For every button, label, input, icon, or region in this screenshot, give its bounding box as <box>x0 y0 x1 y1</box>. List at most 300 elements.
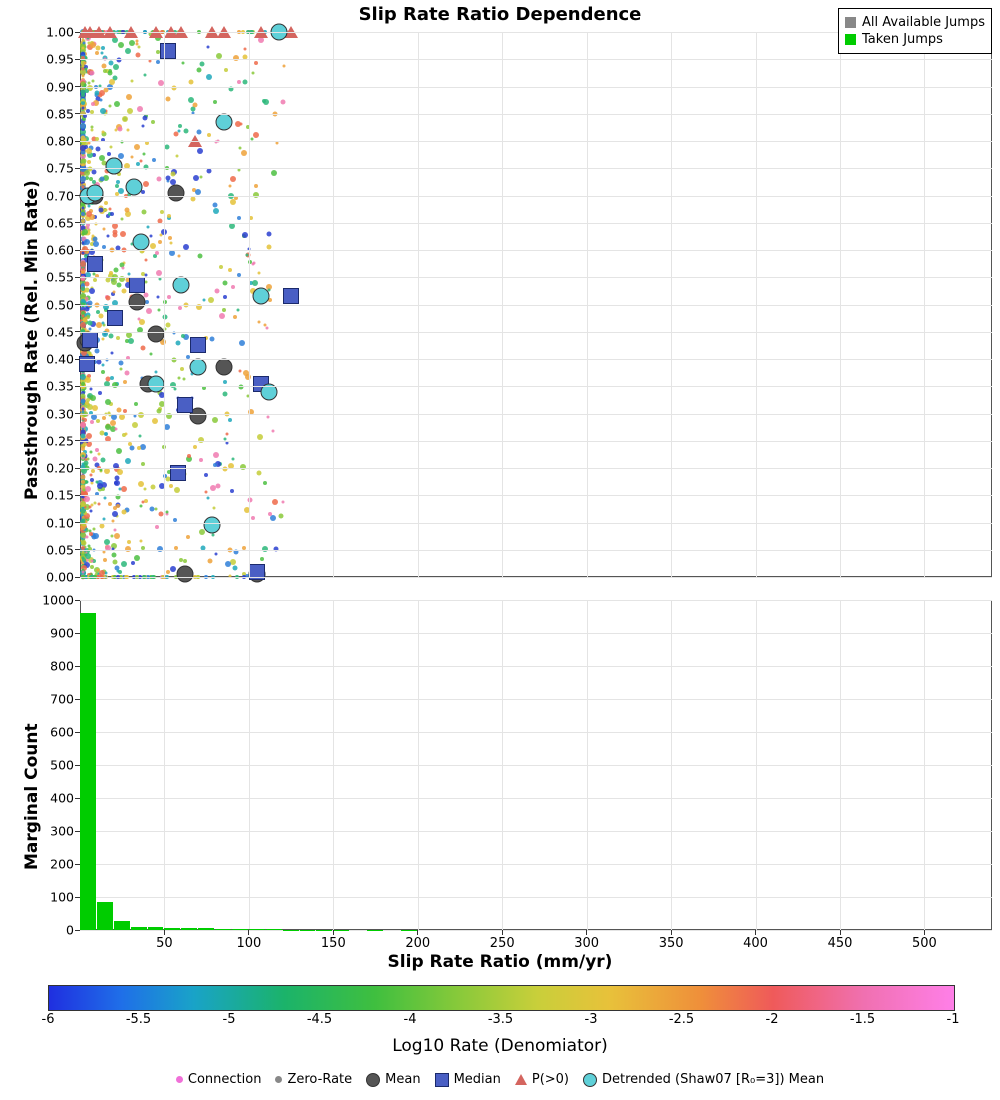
detrended-mean-marker <box>132 233 149 250</box>
tick-mark <box>586 930 587 935</box>
legend-label: Taken Jumps <box>862 32 943 47</box>
connection-point <box>81 418 84 421</box>
connection-point <box>193 175 199 181</box>
legend-item <box>845 32 985 47</box>
tick-mark <box>755 930 756 935</box>
connection-point <box>101 63 106 68</box>
tick-mark <box>75 633 80 634</box>
connection-point <box>142 209 147 214</box>
connection-point <box>138 435 141 438</box>
connection-point <box>102 517 105 520</box>
gridline <box>80 223 992 224</box>
connection-point <box>83 442 87 446</box>
connection-point <box>140 540 143 543</box>
tick-mark <box>75 798 80 799</box>
gridline <box>80 141 992 142</box>
connection-point <box>140 504 143 507</box>
connection-point <box>126 94 132 100</box>
dot-icon <box>176 1076 183 1083</box>
connection-point <box>229 223 235 229</box>
detrended-mean-marker <box>87 184 104 201</box>
median-marker <box>129 277 145 293</box>
connection-point <box>89 451 92 454</box>
tick-mark <box>248 930 249 935</box>
connection-point <box>143 181 149 187</box>
connection-point <box>131 80 134 83</box>
x-tick-label: 300 <box>574 936 600 951</box>
connection-point <box>82 571 85 574</box>
connection-point <box>102 337 105 340</box>
connection-point <box>280 99 285 104</box>
connection-point <box>140 444 146 450</box>
tick-mark <box>75 897 80 898</box>
connection-point <box>182 378 185 381</box>
x-tick-label: 400 <box>743 936 768 951</box>
histogram-bar <box>249 929 265 930</box>
connection-point <box>81 287 85 291</box>
connection-point <box>102 322 105 325</box>
connection-point <box>91 235 94 238</box>
connection-point <box>81 46 84 49</box>
gridline <box>80 277 992 278</box>
connection-point <box>228 418 232 422</box>
connection-point <box>216 53 222 59</box>
histogram-y-tick-label: 400 <box>50 790 74 806</box>
connection-point <box>155 508 158 511</box>
connection-point <box>123 409 127 413</box>
connection-point <box>93 502 96 505</box>
gridline <box>80 633 992 634</box>
connection-point <box>90 509 93 512</box>
connection-point <box>99 99 102 102</box>
connection-point <box>178 376 181 379</box>
connection-point <box>105 209 108 212</box>
connection-point <box>97 452 100 455</box>
connection-point <box>122 509 127 514</box>
connection-point <box>90 565 94 569</box>
connection-point <box>149 353 152 356</box>
connection-point <box>102 416 106 420</box>
connection-point <box>101 370 105 374</box>
x-tick-label: 100 <box>236 936 262 951</box>
connection-point <box>87 204 90 207</box>
bottom-legend <box>0 1072 1000 1087</box>
connection-point <box>119 487 122 490</box>
connection-point <box>118 361 123 366</box>
connection-point <box>174 487 180 493</box>
connection-point <box>158 308 161 311</box>
connection-point <box>115 427 118 430</box>
connection-point <box>181 62 184 65</box>
connection-point <box>271 429 274 432</box>
connection-point <box>152 158 156 162</box>
connection-point <box>224 68 228 72</box>
connection-point <box>82 454 85 457</box>
connection-point <box>99 523 104 528</box>
connection-point <box>204 473 208 477</box>
legend-item <box>366 1072 420 1087</box>
connection-point <box>93 273 96 276</box>
connection-point <box>131 561 135 565</box>
connection-point <box>230 199 236 205</box>
connection-point <box>110 351 113 354</box>
connection-point <box>107 234 110 237</box>
connection-point <box>114 533 120 539</box>
connection-point <box>134 402 138 406</box>
connection-point <box>114 268 119 273</box>
connection-point <box>116 504 120 508</box>
connection-point <box>226 433 229 436</box>
connection-point <box>121 486 127 492</box>
histogram-bar <box>181 928 197 930</box>
connection-point <box>238 146 241 149</box>
colorbar-tick-label: -3 <box>584 1012 598 1027</box>
connection-point <box>165 97 170 102</box>
connection-point <box>95 448 99 452</box>
connection-point <box>132 422 138 428</box>
scatter-y-tick-label: 1.00 <box>46 24 74 40</box>
connection-point <box>267 244 272 249</box>
tick-mark <box>75 600 80 601</box>
connection-point <box>231 285 235 289</box>
connection-point <box>95 348 100 353</box>
connection-point <box>178 130 181 133</box>
connection-point <box>241 150 247 156</box>
histogram-y-tick-label: 700 <box>50 691 74 707</box>
connection-point <box>206 74 212 80</box>
legend-item <box>176 1072 262 1087</box>
connection-point <box>87 321 92 326</box>
connection-point <box>178 124 182 128</box>
connection-point <box>90 42 96 48</box>
connection-point <box>170 241 173 244</box>
connection-point <box>169 484 173 488</box>
connection-point <box>80 135 85 140</box>
connection-point <box>109 333 114 338</box>
connection-point <box>116 448 122 454</box>
connection-point <box>212 203 217 208</box>
connection-point <box>109 79 115 85</box>
connection-point <box>253 132 259 138</box>
connection-point <box>136 162 140 166</box>
histogram-y-tick-label: 800 <box>50 658 74 674</box>
connection-point <box>108 502 112 506</box>
scatter-y-tick-label: 0.90 <box>46 79 74 94</box>
colorbar-tick-label: -4.5 <box>306 1012 333 1027</box>
connection-point <box>188 79 193 84</box>
connection-point <box>92 457 97 462</box>
connection-point <box>134 414 137 417</box>
scatter-y-tick-label: 0.00 <box>46 569 74 585</box>
scatter-y-tick-label: 0.50 <box>46 297 74 312</box>
connection-point <box>150 485 155 490</box>
connection-point <box>95 147 100 152</box>
connection-point <box>145 258 148 261</box>
connection-point <box>117 469 123 475</box>
histogram-y-tick-label: 100 <box>50 889 74 905</box>
connection-point <box>243 47 246 50</box>
connection-point <box>93 278 97 282</box>
connection-point <box>87 545 90 548</box>
connection-point <box>96 480 99 483</box>
connection-point <box>96 359 101 364</box>
connection-point <box>125 371 130 376</box>
connection-point <box>113 64 119 70</box>
connection-point <box>180 367 184 371</box>
connection-point <box>166 175 171 180</box>
gridline <box>80 523 992 524</box>
connection-point <box>165 510 168 513</box>
connection-point <box>137 446 141 450</box>
legend-label: Mean <box>385 1072 421 1087</box>
mean-marker <box>215 359 232 376</box>
connection-point <box>233 315 237 319</box>
connection-point <box>205 490 208 493</box>
connection-point <box>228 185 231 188</box>
tick-mark <box>75 831 80 832</box>
triangle-icon <box>515 1074 527 1085</box>
connection-point <box>263 481 267 485</box>
scatter-y-axis-label: Passthrough Rate (Rel. Min Rate) <box>22 180 42 500</box>
connection-point <box>223 281 228 286</box>
connection-point <box>101 46 105 50</box>
connection-point <box>139 319 145 325</box>
tick-mark <box>502 930 503 935</box>
connection-point <box>257 272 260 275</box>
histogram-bar <box>131 927 147 930</box>
connection-point <box>242 232 248 238</box>
connection-point <box>230 489 234 493</box>
connection-point <box>128 442 132 446</box>
gridline <box>80 414 992 415</box>
connection-point <box>155 251 159 255</box>
median-marker <box>177 397 193 413</box>
connection-point <box>213 452 219 458</box>
connection-point <box>142 500 145 503</box>
connection-point <box>141 125 144 128</box>
connection-point <box>97 502 100 505</box>
connection-point <box>81 480 85 484</box>
scatter-y-tick-label: 0.30 <box>46 406 74 421</box>
tick-mark <box>164 930 165 935</box>
connection-point <box>119 414 125 420</box>
connection-point <box>225 561 231 567</box>
connection-point <box>139 159 142 162</box>
connection-point <box>81 99 84 102</box>
connection-point <box>91 129 94 132</box>
connection-point <box>81 206 84 209</box>
scatter-y-tick-label: 0.40 <box>46 351 74 367</box>
connection-point <box>155 525 159 529</box>
detrended-mean-marker <box>126 179 143 196</box>
connection-point <box>232 566 237 571</box>
connection-point <box>100 52 103 55</box>
connection-point <box>92 405 98 411</box>
connection-point <box>265 327 268 330</box>
connection-point <box>81 212 85 216</box>
x-tick-label: 150 <box>320 936 346 951</box>
connection-point <box>111 553 116 558</box>
legend-swatch <box>845 34 856 45</box>
median-marker <box>190 337 206 353</box>
detrended-mean-marker <box>190 359 207 376</box>
connection-point <box>98 391 102 395</box>
connection-point <box>105 424 111 430</box>
connection-point <box>107 71 112 76</box>
connection-point <box>91 469 95 473</box>
connection-point <box>91 560 94 563</box>
connection-point <box>238 169 241 172</box>
connection-point <box>103 558 107 562</box>
mean-marker <box>129 293 146 310</box>
connection-point <box>86 535 89 538</box>
histogram-bar <box>215 929 231 930</box>
connection-point <box>254 184 258 188</box>
connection-point <box>138 481 144 487</box>
connection-point <box>101 131 104 134</box>
connection-point <box>81 394 86 399</box>
connection-point <box>114 101 120 107</box>
colorbar-tick-label: -2.5 <box>668 1012 695 1027</box>
connection-point <box>210 485 216 491</box>
connection-point <box>104 539 110 545</box>
legend-item <box>583 1072 824 1087</box>
histogram-y-tick-label: 1000 <box>42 592 74 608</box>
connection-point <box>95 137 99 141</box>
connection-point <box>262 99 266 103</box>
connection-point <box>173 387 176 390</box>
connection-point <box>212 534 215 537</box>
connection-point <box>95 46 100 51</box>
connection-point <box>137 45 140 48</box>
connection-point <box>90 71 95 76</box>
connection-point <box>216 484 221 489</box>
connection-point <box>83 114 87 118</box>
connection-point <box>170 172 175 177</box>
connection-point <box>93 241 99 247</box>
connection-point <box>207 133 211 137</box>
connection-point <box>81 374 84 377</box>
scatter-y-tick-label: 0.35 <box>46 378 74 394</box>
scatter-y-tick-label: 0.95 <box>46 51 74 67</box>
connection-point <box>91 102 95 106</box>
circle-icon <box>366 1073 380 1087</box>
connection-point <box>80 422 86 428</box>
legend-item <box>435 1072 501 1087</box>
connection-point <box>203 299 206 302</box>
median-marker <box>82 332 98 348</box>
connection-point <box>80 433 85 438</box>
connection-point <box>209 337 214 342</box>
connection-point <box>235 121 241 127</box>
connection-point <box>86 148 92 154</box>
connection-point <box>197 129 202 134</box>
connection-point <box>86 109 90 113</box>
connection-point <box>283 65 286 68</box>
connection-point <box>95 51 99 55</box>
connection-point <box>118 127 123 132</box>
connection-point <box>239 369 242 372</box>
connection-point <box>122 116 128 122</box>
median-marker <box>87 256 103 272</box>
connection-point <box>150 243 156 249</box>
connection-point <box>112 511 118 517</box>
connection-point <box>252 262 255 265</box>
scatter-y-tick-label: 0.25 <box>46 433 74 449</box>
connection-point <box>116 336 120 340</box>
tick-mark <box>333 930 334 935</box>
detrended-mean-marker <box>105 157 122 174</box>
connection-point <box>87 82 90 85</box>
gridline <box>80 305 992 306</box>
connection-point <box>119 367 122 370</box>
connection-point <box>191 196 196 201</box>
scatter-y-tick-label: 0.75 <box>46 160 74 176</box>
connection-point <box>215 288 220 293</box>
connection-point <box>102 551 105 554</box>
connection-point <box>272 499 278 505</box>
connection-point <box>85 89 89 93</box>
connection-point <box>152 418 158 424</box>
legend-item <box>845 15 985 30</box>
connection-point <box>125 458 131 464</box>
connection-point <box>81 267 84 270</box>
connection-point <box>237 80 241 84</box>
connection-point <box>142 116 147 121</box>
histogram-y-tick-label: 0 <box>66 922 74 938</box>
connection-point <box>282 501 285 504</box>
connection-point <box>219 313 225 319</box>
connection-point <box>141 462 145 466</box>
connection-point <box>206 496 209 499</box>
gridline <box>80 600 992 601</box>
tick-mark <box>671 930 672 935</box>
connection-point <box>81 107 84 110</box>
scatter-y-tick-label: 0.65 <box>46 215 74 231</box>
gridline <box>80 732 992 733</box>
connection-point <box>183 128 188 133</box>
connection-point <box>158 240 162 244</box>
connection-point <box>110 145 113 148</box>
connection-point <box>144 488 147 491</box>
connection-point <box>213 100 217 104</box>
tick-mark <box>75 864 80 865</box>
histogram-bar <box>232 929 248 930</box>
connection-point <box>103 227 106 230</box>
median-marker <box>160 43 176 59</box>
connection-point <box>80 145 86 151</box>
gridline <box>80 831 992 832</box>
connection-point <box>80 293 86 299</box>
connection-point <box>252 280 258 286</box>
connection-point <box>99 177 104 182</box>
connection-point <box>215 552 218 555</box>
histogram-y-axis-label: Marginal Count <box>22 723 42 870</box>
legend-label: Detrended (Shaw07 [R₀=3]) Mean <box>602 1072 825 1087</box>
connection-point <box>85 281 90 286</box>
connection-point <box>81 541 85 545</box>
connection-point <box>258 37 264 43</box>
connection-point <box>223 295 227 299</box>
connection-point <box>137 318 140 321</box>
connection-point <box>149 235 152 238</box>
dot-icon <box>275 1076 282 1083</box>
connection-point <box>112 559 117 564</box>
connection-point <box>144 499 148 503</box>
gridline <box>80 359 992 360</box>
gridline <box>80 550 992 551</box>
scatter-y-tick-label: 0.45 <box>46 324 74 340</box>
